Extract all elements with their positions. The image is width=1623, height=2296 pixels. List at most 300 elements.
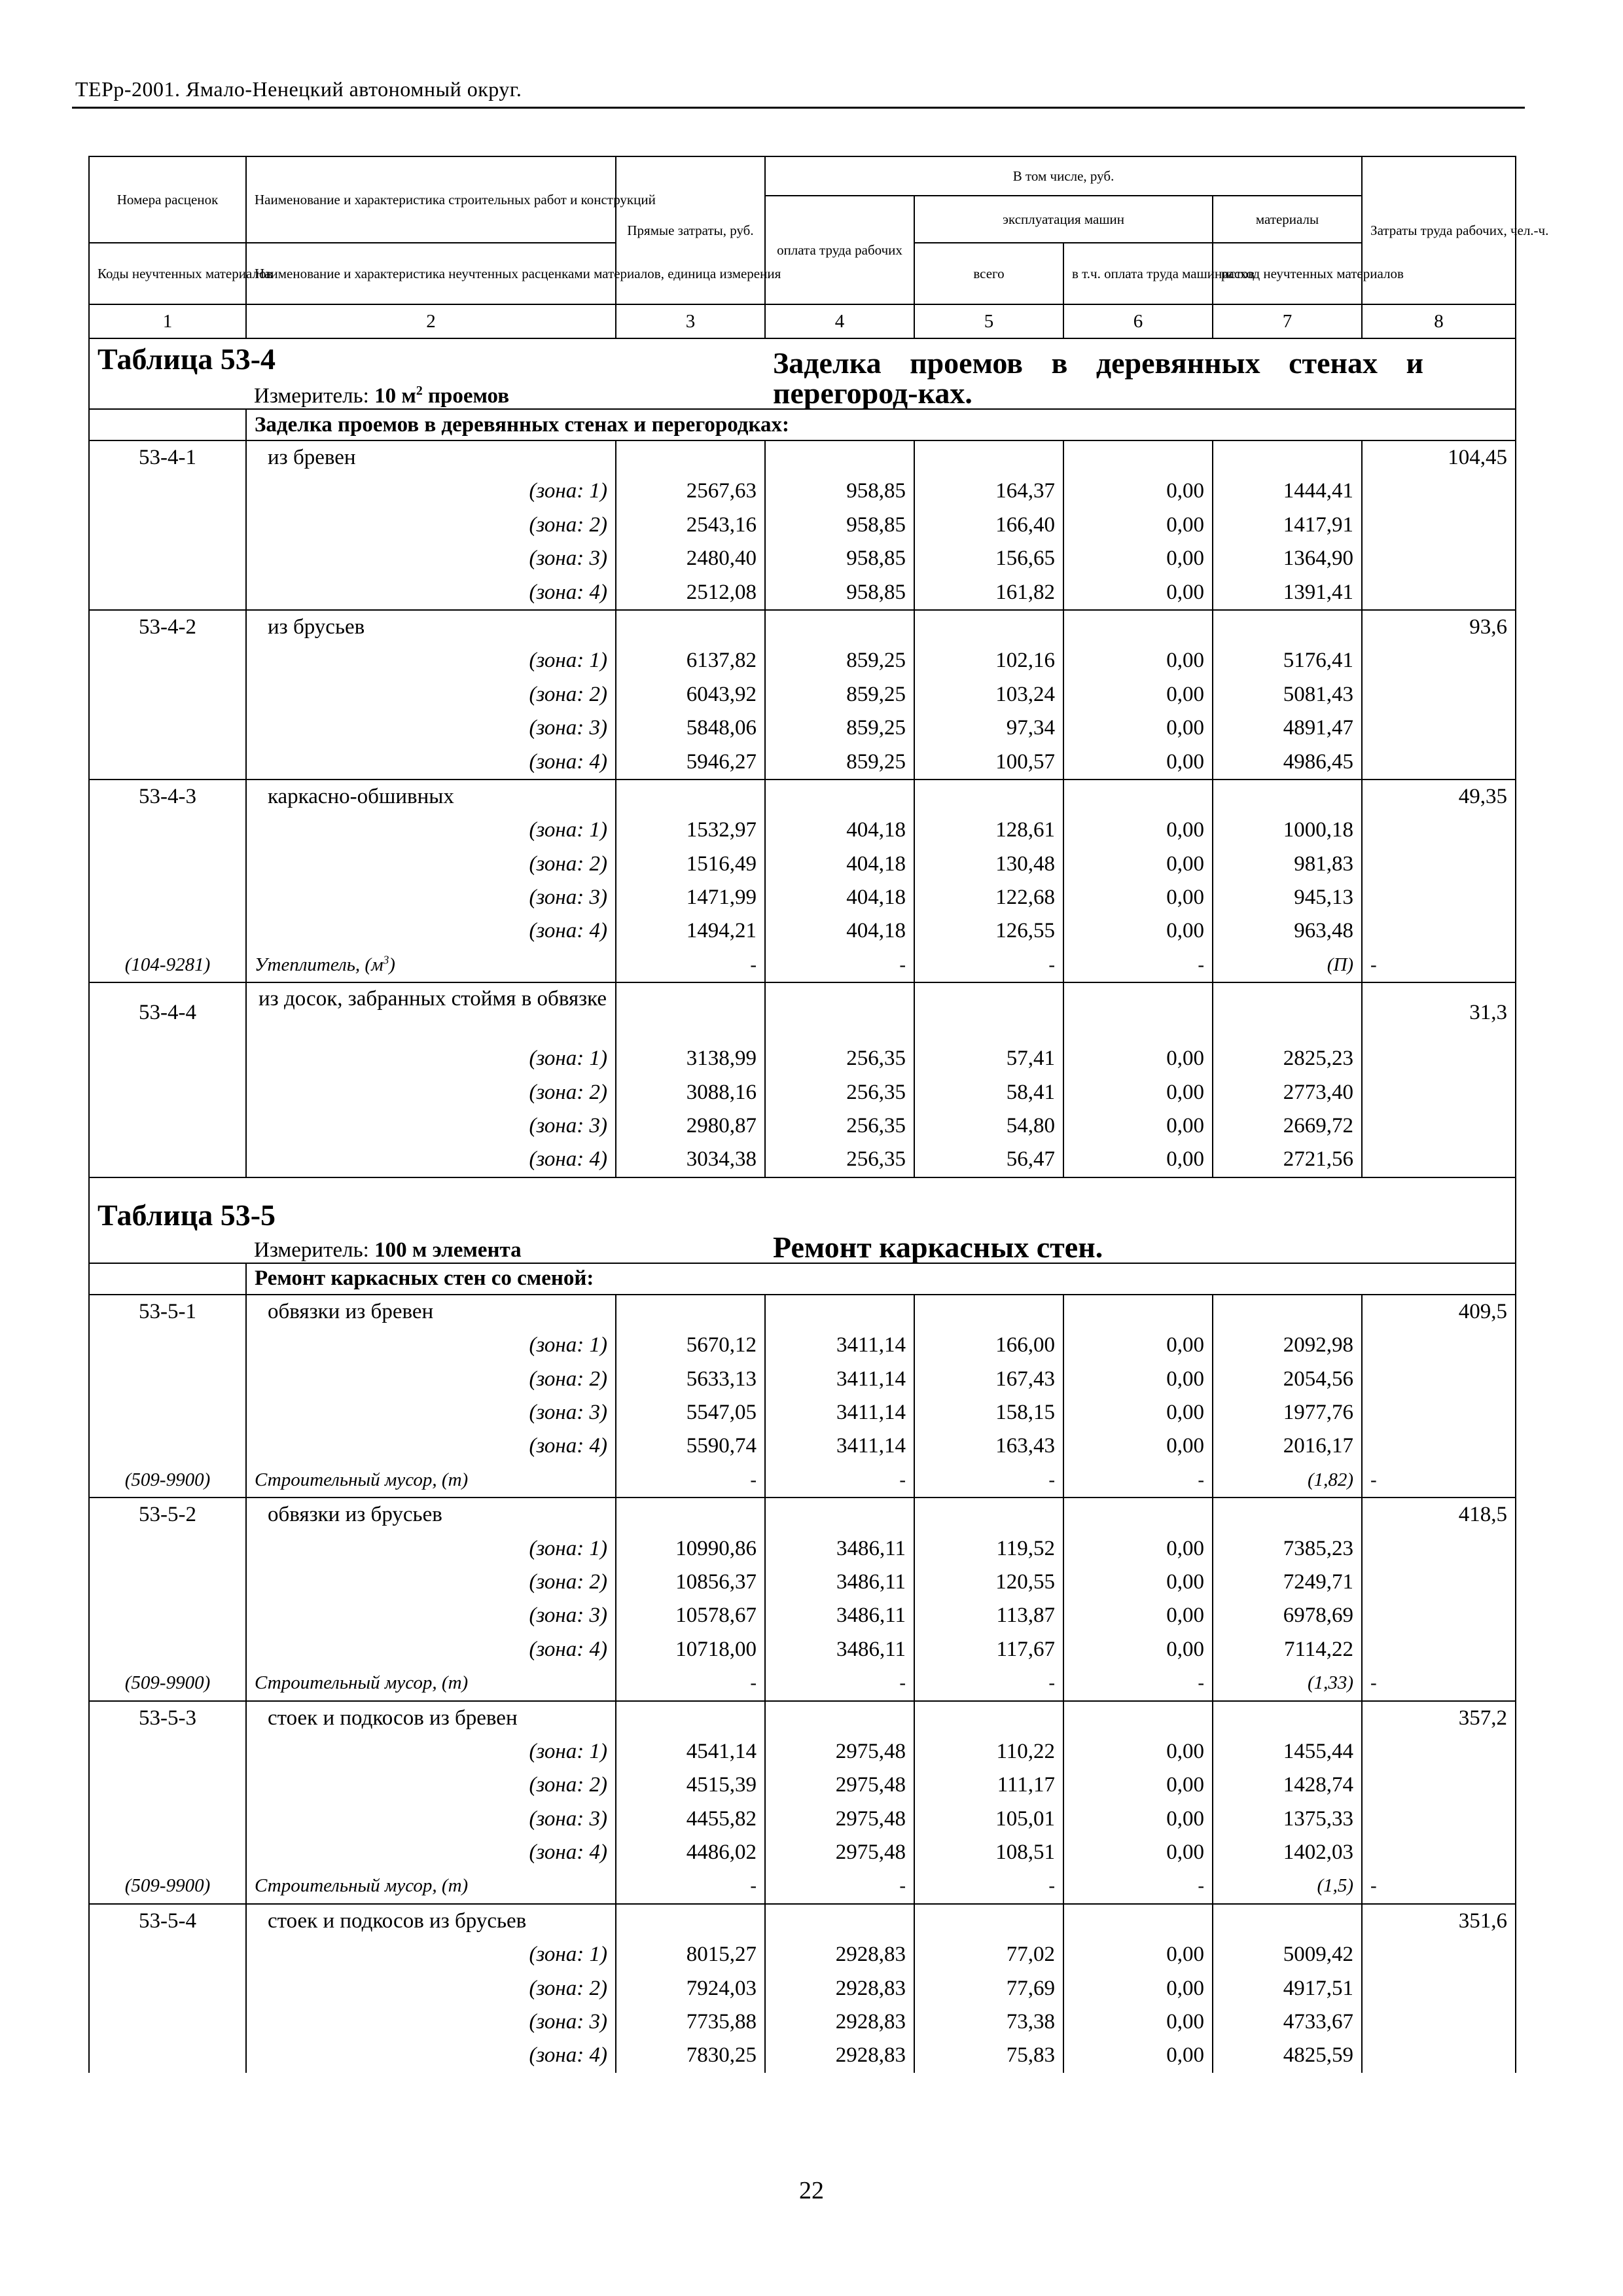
worker-wages: 2928,83 bbox=[765, 1972, 914, 2005]
worker-wages: 2975,48 bbox=[765, 1803, 914, 1836]
empty-cell bbox=[765, 1904, 914, 1938]
machinist-wages: 0,00 bbox=[1063, 745, 1213, 780]
col-header-wages: оплата труда рабочих bbox=[765, 196, 914, 304]
empty-cell bbox=[1362, 914, 1516, 948]
zone-label: (зона: 4) bbox=[246, 745, 616, 780]
empty-cell bbox=[914, 440, 1063, 475]
empty-cell bbox=[89, 1042, 246, 1075]
empty-cell bbox=[1213, 780, 1362, 814]
zone-row bbox=[89, 475, 1516, 508]
empty-cell bbox=[616, 1701, 765, 1735]
empty-cell bbox=[89, 1076, 246, 1109]
zone-row bbox=[89, 2005, 1516, 2039]
rate-row bbox=[89, 440, 1516, 475]
labor-cost: 351,6 bbox=[1362, 1904, 1516, 1938]
section-spacer bbox=[89, 1263, 246, 1295]
section-header-row bbox=[89, 1263, 1516, 1295]
zone-label: (зона: 3) bbox=[246, 1396, 616, 1429]
material-wage: - bbox=[765, 1666, 914, 1700]
machines-total: 58,41 bbox=[914, 1076, 1063, 1109]
materials-cost: 2825,23 bbox=[1213, 1042, 1362, 1075]
zone-row bbox=[89, 1532, 1516, 1566]
col-header-machines: эксплуатация машин bbox=[914, 196, 1213, 243]
empty-cell bbox=[89, 914, 246, 948]
rate-row bbox=[89, 982, 1516, 1042]
material-name bbox=[246, 1463, 616, 1498]
zone-label: (зона: 4) bbox=[246, 914, 616, 948]
materials-cost: 981,83 bbox=[1213, 848, 1362, 881]
table-title-row bbox=[89, 1198, 1516, 1232]
unit-value: 10 м bbox=[374, 384, 416, 408]
empty-cell bbox=[765, 1295, 914, 1329]
materials-cost: 7114,22 bbox=[1213, 1633, 1362, 1666]
machinist-wages: 0,00 bbox=[1063, 1429, 1213, 1463]
direct-costs: 4455,82 bbox=[616, 1803, 765, 1836]
worker-wages: 256,35 bbox=[765, 1143, 914, 1177]
machines-total: 73,38 bbox=[914, 2005, 1063, 2039]
worker-wages: 958,85 bbox=[765, 475, 914, 508]
machinist-wages: 0,00 bbox=[1063, 1633, 1213, 1666]
material-consumption: (1,33) bbox=[1213, 1666, 1362, 1700]
empty-cell bbox=[89, 1109, 246, 1143]
empty-cell bbox=[89, 1396, 246, 1429]
worker-wages: 3411,14 bbox=[765, 1429, 914, 1463]
machinist-wages: 0,00 bbox=[1063, 678, 1213, 711]
empty-cell bbox=[89, 1768, 246, 1802]
rate-name: обвязки из бревен bbox=[246, 1295, 616, 1329]
machinist-wages: 0,00 bbox=[1063, 881, 1213, 914]
zone-row bbox=[89, 1972, 1516, 2005]
empty-cell bbox=[89, 1938, 246, 1971]
empty-cell bbox=[1362, 1972, 1516, 2005]
materials-cost: 4917,51 bbox=[1213, 1972, 1362, 2005]
zone-label: (зона: 3) bbox=[246, 542, 616, 575]
unit-value: 100 м элемента bbox=[374, 1238, 522, 1262]
materials-cost: 5176,41 bbox=[1213, 644, 1362, 677]
direct-costs: 7924,03 bbox=[616, 1972, 765, 2005]
material-mach-wage: - bbox=[1063, 1666, 1213, 1700]
zone-label: (зона: 1) bbox=[246, 1042, 616, 1075]
machinist-wages: 0,00 bbox=[1063, 1599, 1213, 1632]
column-number: 4 bbox=[765, 304, 914, 338]
direct-costs: 10578,67 bbox=[616, 1599, 765, 1632]
empty-cell bbox=[1362, 1429, 1516, 1463]
empty-cell bbox=[89, 678, 246, 711]
material-name bbox=[246, 948, 616, 982]
empty-cell bbox=[89, 1429, 246, 1463]
table-unit-spacer bbox=[89, 376, 246, 409]
column-number: 8 bbox=[1362, 304, 1516, 338]
material-name-text: Строительный мусор, (т) bbox=[255, 1469, 469, 1490]
zone-row bbox=[89, 1143, 1516, 1177]
zone-label: (зона: 3) bbox=[246, 1599, 616, 1632]
empty-cell bbox=[1362, 1329, 1516, 1362]
zone-label: (зона: 2) bbox=[246, 848, 616, 881]
machines-total: 57,41 bbox=[914, 1042, 1063, 1075]
material-code: (509-9900) bbox=[89, 1463, 246, 1498]
material-mach-wage: - bbox=[1063, 1869, 1213, 1903]
column-number: 7 bbox=[1213, 304, 1362, 338]
direct-costs: 4541,14 bbox=[616, 1735, 765, 1768]
machinist-wages: 0,00 bbox=[1063, 1735, 1213, 1768]
zone-label: (зона: 4) bbox=[246, 1143, 616, 1177]
machinist-wages: 0,00 bbox=[1063, 1109, 1213, 1143]
machines-total: 54,80 bbox=[914, 1109, 1063, 1143]
machinist-wages: 0,00 bbox=[1063, 644, 1213, 677]
material-name bbox=[246, 1869, 616, 1903]
rate-name: из бревен bbox=[246, 440, 616, 475]
empty-cell bbox=[616, 440, 765, 475]
empty-cell bbox=[914, 982, 1063, 1042]
empty-cell bbox=[1362, 1633, 1516, 1666]
rate-code: 53-4-3 bbox=[89, 780, 246, 814]
materials-cost: 4891,47 bbox=[1213, 711, 1362, 745]
materials-cost: 2092,98 bbox=[1213, 1329, 1362, 1362]
rate-row bbox=[89, 1498, 1516, 1532]
material-direct: - bbox=[616, 1869, 765, 1903]
direct-costs: 1516,49 bbox=[616, 848, 765, 881]
empty-cell bbox=[89, 2039, 246, 2072]
zone-row bbox=[89, 509, 1516, 542]
rate-row bbox=[89, 1904, 1516, 1938]
col-header-direct-costs: Прямые затраты, руб. bbox=[616, 156, 765, 304]
materials-cost: 1428,74 bbox=[1213, 1768, 1362, 1802]
worker-wages: 2928,83 bbox=[765, 1938, 914, 1971]
machinist-wages: 0,00 bbox=[1063, 1938, 1213, 1971]
labor-cost: 357,2 bbox=[1362, 1701, 1516, 1735]
machinist-wages: 0,00 bbox=[1063, 1329, 1213, 1362]
materials-cost: 1402,03 bbox=[1213, 1836, 1362, 1869]
material-direct: - bbox=[616, 948, 765, 982]
direct-costs: 2543,16 bbox=[616, 509, 765, 542]
zone-label: (зона: 3) bbox=[246, 881, 616, 914]
zone-label: (зона: 3) bbox=[246, 1109, 616, 1143]
direct-costs: 8015,27 bbox=[616, 1938, 765, 1971]
col-header-machines-total: всего bbox=[914, 243, 1063, 304]
zone-row bbox=[89, 914, 1516, 948]
worker-wages: 958,85 bbox=[765, 576, 914, 610]
column-number: 5 bbox=[914, 304, 1063, 338]
empty-cell bbox=[89, 1599, 246, 1632]
materials-cost: 2054,56 bbox=[1213, 1363, 1362, 1396]
material-mach: - bbox=[914, 1666, 1063, 1700]
empty-cell bbox=[1362, 2039, 1516, 2072]
direct-costs: 5848,06 bbox=[616, 711, 765, 745]
materials-cost: 1000,18 bbox=[1213, 814, 1362, 847]
section-header-row bbox=[89, 409, 1516, 440]
worker-wages: 958,85 bbox=[765, 542, 914, 575]
labor-cost: 409,5 bbox=[1362, 1295, 1516, 1329]
direct-costs: 5670,12 bbox=[616, 1329, 765, 1362]
section-title: Ремонт каркасных стен со сменой: bbox=[246, 1263, 1516, 1295]
empty-cell bbox=[1362, 1836, 1516, 1869]
zone-row bbox=[89, 1076, 1516, 1109]
empty-cell bbox=[1362, 1566, 1516, 1599]
table-unit-spacer bbox=[89, 1232, 246, 1263]
rate-row bbox=[89, 1701, 1516, 1735]
empty-cell bbox=[89, 576, 246, 610]
machines-total: 158,15 bbox=[914, 1396, 1063, 1429]
empty-cell bbox=[765, 440, 914, 475]
direct-costs: 7830,25 bbox=[616, 2039, 765, 2072]
machines-total: 110,22 bbox=[914, 1735, 1063, 1768]
zone-label: (зона: 4) bbox=[246, 1836, 616, 1869]
empty-cell bbox=[765, 780, 914, 814]
empty-cell bbox=[1362, 711, 1516, 745]
machines-total: 100,57 bbox=[914, 745, 1063, 780]
empty-cell bbox=[1362, 1363, 1516, 1396]
rate-name: стоек и подкосов из брусьев bbox=[246, 1904, 616, 1938]
machinist-wages: 0,00 bbox=[1063, 475, 1213, 508]
materials-cost: 1417,91 bbox=[1213, 509, 1362, 542]
empty-cell bbox=[616, 610, 765, 644]
labor-cost: 104,45 bbox=[1362, 440, 1516, 475]
zone-row bbox=[89, 881, 1516, 914]
empty-cell bbox=[1063, 1295, 1213, 1329]
zone-label: (зона: 1) bbox=[246, 814, 616, 847]
empty-cell bbox=[1362, 475, 1516, 508]
col-header-including: В том числе, руб. bbox=[765, 156, 1362, 196]
zone-label: (зона: 4) bbox=[246, 1429, 616, 1463]
empty-cell bbox=[1362, 1109, 1516, 1143]
machinist-wages: 0,00 bbox=[1063, 1143, 1213, 1177]
zone-row bbox=[89, 2039, 1516, 2072]
machinist-wages: 0,00 bbox=[1063, 1042, 1213, 1075]
worker-wages: 404,18 bbox=[765, 848, 914, 881]
empty-cell bbox=[1362, 1076, 1516, 1109]
zone-row bbox=[89, 745, 1516, 780]
worker-wages: 256,35 bbox=[765, 1076, 914, 1109]
materials-cost: 4733,67 bbox=[1213, 2005, 1362, 2039]
materials-cost: 1375,33 bbox=[1213, 1803, 1362, 1836]
header-rule bbox=[72, 107, 1525, 109]
zone-row bbox=[89, 848, 1516, 881]
material-code: (509-9900) bbox=[89, 1666, 246, 1700]
empty-cell bbox=[1362, 1532, 1516, 1566]
machines-total: 161,82 bbox=[914, 576, 1063, 610]
materials-cost: 1977,76 bbox=[1213, 1396, 1362, 1429]
zone-label: (зона: 1) bbox=[246, 1938, 616, 1971]
materials-cost: 1391,41 bbox=[1213, 576, 1362, 610]
rate-row bbox=[89, 780, 1516, 814]
materials-cost: 5081,43 bbox=[1213, 678, 1362, 711]
zone-label: (зона: 3) bbox=[246, 711, 616, 745]
machines-total: 105,01 bbox=[914, 1803, 1063, 1836]
unit-superscript: 2 bbox=[416, 384, 423, 398]
materials-cost: 4986,45 bbox=[1213, 745, 1362, 780]
worker-wages: 2975,48 bbox=[765, 1735, 914, 1768]
empty-cell bbox=[89, 1735, 246, 1768]
column-number: 1 bbox=[89, 304, 246, 338]
col-header-rate-numbers: Номера расценок bbox=[89, 156, 246, 243]
empty-cell bbox=[1362, 1042, 1516, 1075]
materials-cost: 2669,72 bbox=[1213, 1109, 1362, 1143]
empty-cell bbox=[1362, 2005, 1516, 2039]
zone-row bbox=[89, 1109, 1516, 1143]
direct-costs: 10990,86 bbox=[616, 1532, 765, 1566]
zone-row bbox=[89, 1363, 1516, 1396]
zone-row bbox=[89, 1735, 1516, 1768]
direct-costs: 1471,99 bbox=[616, 881, 765, 914]
material-row bbox=[89, 1666, 1516, 1700]
machines-total: 113,87 bbox=[914, 1599, 1063, 1632]
machines-total: 117,67 bbox=[914, 1633, 1063, 1666]
empty-cell bbox=[616, 1904, 765, 1938]
machinist-wages: 0,00 bbox=[1063, 1396, 1213, 1429]
empty-cell bbox=[616, 1295, 765, 1329]
material-row bbox=[89, 1463, 1516, 1498]
rates-table bbox=[88, 156, 1549, 2073]
col-header-unaccounted-materials: расход неучтенных материалов bbox=[1213, 243, 1362, 304]
rate-name: из брусьев bbox=[246, 610, 616, 644]
materials-cost: 2016,17 bbox=[1213, 1429, 1362, 1463]
empty-cell bbox=[765, 1498, 914, 1532]
zone-row bbox=[89, 644, 1516, 677]
empty-cell bbox=[1063, 982, 1213, 1042]
direct-costs: 10718,00 bbox=[616, 1633, 765, 1666]
machinist-wages: 0,00 bbox=[1063, 1076, 1213, 1109]
materials-cost: 2773,40 bbox=[1213, 1076, 1362, 1109]
material-labor: - bbox=[1362, 1463, 1516, 1498]
zone-row bbox=[89, 1329, 1516, 1362]
machines-total: 103,24 bbox=[914, 678, 1063, 711]
machines-total: 163,43 bbox=[914, 1429, 1063, 1463]
direct-costs: 6043,92 bbox=[616, 678, 765, 711]
empty-cell bbox=[89, 1803, 246, 1836]
material-mach: - bbox=[914, 1463, 1063, 1498]
empty-cell bbox=[1213, 1904, 1362, 1938]
material-direct: - bbox=[616, 1666, 765, 1700]
empty-cell bbox=[765, 982, 914, 1042]
machinist-wages: 0,00 bbox=[1063, 1803, 1213, 1836]
material-wage: - bbox=[765, 1869, 914, 1903]
empty-cell bbox=[1362, 814, 1516, 847]
zone-label: (зона: 2) bbox=[246, 1972, 616, 2005]
empty-cell bbox=[89, 814, 246, 847]
direct-costs: 10856,37 bbox=[616, 1566, 765, 1599]
zone-row bbox=[89, 1836, 1516, 1869]
empty-cell bbox=[1213, 1701, 1362, 1735]
empty-cell bbox=[89, 542, 246, 575]
machinist-wages: 0,00 bbox=[1063, 1532, 1213, 1566]
material-labor: - bbox=[1362, 948, 1516, 982]
empty-cell bbox=[914, 780, 1063, 814]
worker-wages: 3411,14 bbox=[765, 1363, 914, 1396]
table-unit bbox=[246, 376, 765, 409]
material-code: (104-9281) bbox=[89, 948, 246, 982]
zone-row bbox=[89, 1633, 1516, 1666]
worker-wages: 859,25 bbox=[765, 745, 914, 780]
material-labor: - bbox=[1362, 1666, 1516, 1700]
empty-cell bbox=[89, 509, 246, 542]
empty-cell bbox=[89, 1566, 246, 1599]
machinist-wages: 0,00 bbox=[1063, 542, 1213, 575]
section-title: Заделка проемов в деревянных стенах и перегородках: bbox=[246, 409, 1516, 440]
materials-cost: 7249,71 bbox=[1213, 1566, 1362, 1599]
table-name: Заделка проемов в деревянных стенах и перегород-ках. bbox=[765, 338, 1516, 409]
rate-code: 53-5-2 bbox=[89, 1498, 246, 1532]
machinist-wages: 0,00 bbox=[1063, 1363, 1213, 1396]
materials-cost: 945,13 bbox=[1213, 881, 1362, 914]
empty-cell bbox=[89, 1633, 246, 1666]
zone-row bbox=[89, 1429, 1516, 1463]
machines-total: 108,51 bbox=[914, 1836, 1063, 1869]
empty-cell bbox=[1063, 1904, 1213, 1938]
worker-wages: 2975,48 bbox=[765, 1836, 914, 1869]
machinist-wages: 0,00 bbox=[1063, 1566, 1213, 1599]
material-name-text: Строительный мусор, (т) bbox=[255, 1672, 469, 1694]
machinist-wages: 0,00 bbox=[1063, 914, 1213, 948]
empty-cell bbox=[914, 1701, 1063, 1735]
materials-cost: 1364,90 bbox=[1213, 542, 1362, 575]
material-consumption: (1,5) bbox=[1213, 1869, 1362, 1903]
zone-row bbox=[89, 711, 1516, 745]
empty-cell bbox=[1213, 440, 1362, 475]
empty-cell bbox=[1362, 678, 1516, 711]
machines-total: 166,40 bbox=[914, 509, 1063, 542]
empty-cell bbox=[89, 1532, 246, 1566]
zone-label: (зона: 2) bbox=[246, 1566, 616, 1599]
machines-total: 166,00 bbox=[914, 1329, 1063, 1362]
worker-wages: 859,25 bbox=[765, 678, 914, 711]
zone-row bbox=[89, 1803, 1516, 1836]
machinist-wages: 0,00 bbox=[1063, 576, 1213, 610]
empty-cell bbox=[1362, 1768, 1516, 1802]
col-header-machinist-wages: в т.ч. оплата труда машинистов bbox=[1063, 243, 1213, 304]
zone-row bbox=[89, 1042, 1516, 1075]
empty-cell bbox=[1362, 644, 1516, 677]
worker-wages: 404,18 bbox=[765, 914, 914, 948]
empty-cell bbox=[89, 1143, 246, 1177]
material-name-text: Строительный мусор, (т) bbox=[255, 1875, 469, 1897]
empty-cell bbox=[1362, 542, 1516, 575]
machinist-wages: 0,00 bbox=[1063, 711, 1213, 745]
direct-costs: 5633,13 bbox=[616, 1363, 765, 1396]
worker-wages: 404,18 bbox=[765, 814, 914, 847]
rate-code: 53-5-3 bbox=[89, 1701, 246, 1735]
direct-costs: 1494,21 bbox=[616, 914, 765, 948]
worker-wages: 3486,11 bbox=[765, 1566, 914, 1599]
empty-cell bbox=[1362, 1803, 1516, 1836]
column-numbers-row bbox=[89, 304, 1516, 338]
zone-label: (зона: 4) bbox=[246, 576, 616, 610]
table-spacer-row bbox=[89, 1177, 1516, 1198]
labor-cost: 31,3 bbox=[1362, 982, 1516, 1042]
column-number: 3 bbox=[616, 304, 765, 338]
col-header-materials: материалы bbox=[1213, 196, 1362, 243]
direct-costs: 1532,97 bbox=[616, 814, 765, 847]
worker-wages: 2975,48 bbox=[765, 1768, 914, 1802]
worker-wages: 859,25 bbox=[765, 644, 914, 677]
direct-costs: 4486,02 bbox=[616, 1836, 765, 1869]
worker-wages: 256,35 bbox=[765, 1042, 914, 1075]
zone-label: (зона: 1) bbox=[246, 644, 616, 677]
machinist-wages: 0,00 bbox=[1063, 1768, 1213, 1802]
direct-costs: 3034,38 bbox=[616, 1143, 765, 1177]
machines-total: 77,69 bbox=[914, 1972, 1063, 2005]
worker-wages: 2928,83 bbox=[765, 2039, 914, 2072]
empty-cell bbox=[1362, 1143, 1516, 1177]
empty-cell bbox=[89, 1836, 246, 1869]
direct-costs: 7735,88 bbox=[616, 2005, 765, 2039]
zone-label: (зона: 2) bbox=[246, 1768, 616, 1802]
table-spacer bbox=[89, 1177, 1516, 1198]
zone-label: (зона: 1) bbox=[246, 475, 616, 508]
machinist-wages: 0,00 bbox=[1063, 848, 1213, 881]
zone-row bbox=[89, 814, 1516, 847]
worker-wages: 404,18 bbox=[765, 881, 914, 914]
empty-cell bbox=[1362, 1599, 1516, 1632]
